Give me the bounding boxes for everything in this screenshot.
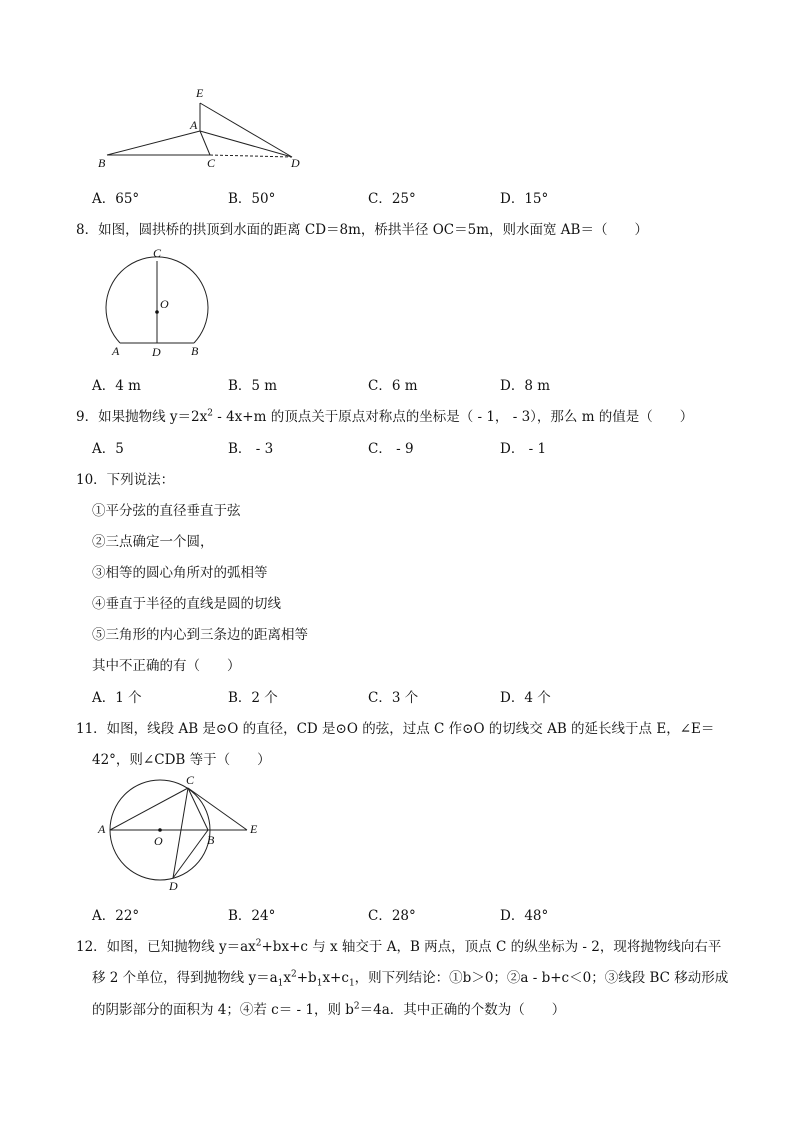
question-12-line-3: 的阴影部分的面积为 4；④若 c＝ - 1，则 $b^2=4a$．其中正确的个数为（ ）	[92, 1001, 566, 1018]
option-a[interactable]: A．22°	[92, 908, 140, 924]
question-11-line-2: 42°，则∠CDB 等于（ ）	[92, 752, 271, 768]
question-10-stem: 10．下列说法：	[76, 472, 175, 488]
option-b[interactable]: B． - 3	[228, 441, 274, 457]
point-label-a: A	[112, 344, 120, 358]
point-label-d: D	[152, 345, 161, 359]
question-12-line-1: 12．如图，已知抛物线 $y=ax^2+bx+c$ 与 x 轴交于 A，B 两点，顶点 C 的纵坐标为 - 2，现将抛物线向右平	[76, 938, 722, 955]
option-d[interactable]: D． - 1	[500, 441, 547, 457]
point-label-a: A	[190, 118, 198, 132]
point-label-a: A	[98, 822, 106, 836]
point-label-c: C	[153, 246, 162, 260]
point-label-d: D	[291, 156, 300, 170]
option-d[interactable]: D．15°	[500, 191, 549, 207]
option-a[interactable]: A．1 个	[92, 690, 142, 706]
option-b[interactable]: B．2 个	[228, 690, 278, 706]
point-label-c: C	[207, 156, 216, 170]
option-b[interactable]: B．5 m	[228, 378, 278, 394]
statement-3: ③相等的圆心角所对的弧相等	[92, 565, 268, 581]
option-d[interactable]: D．8 m	[500, 378, 551, 394]
option-c[interactable]: C． - 9	[368, 441, 414, 457]
option-a[interactable]: A．65°	[92, 191, 140, 207]
point-label-e: E	[250, 822, 258, 836]
point-label-c: C	[186, 773, 195, 787]
point-label-o: O	[154, 834, 163, 848]
statement-4: ④垂直于半径的直线是圆的切线	[92, 596, 281, 612]
option-a[interactable]: A．4 m	[92, 378, 141, 394]
point-label-d: D	[169, 879, 178, 893]
point-label-b: B	[207, 833, 215, 847]
option-c[interactable]: C．6 m	[368, 378, 418, 394]
point-label-e: E	[196, 86, 204, 100]
option-c[interactable]: C．3 个	[368, 690, 419, 706]
question-8-stem: 8．如图，圆拱桥的拱顶到水面的距离 CD＝8m，桥拱半径 OC＝5m，则水面宽 AB＝（ ）	[76, 222, 648, 238]
option-c[interactable]: C．28°	[368, 908, 416, 924]
option-d[interactable]: D．4 个	[500, 690, 551, 706]
point-label-b: B	[98, 156, 106, 170]
option-a[interactable]: A．5	[92, 441, 124, 457]
statement-5: ⑤三角形的内心到三条边的距离相等	[92, 627, 308, 643]
question-9-stem: 9．如果抛物线 $y=2x^2 - 4x+m$ 的顶点关于原点对称点的坐标是（ - 1， - 3），那么 m 的值是（ ）	[76, 408, 694, 425]
point-label-o: O	[160, 297, 169, 311]
question-10-ask: 其中不正确的有（ ）	[92, 658, 241, 674]
option-b[interactable]: B．24°	[228, 908, 276, 924]
statement-1: ①平分弦的直径垂直于弦	[92, 503, 241, 519]
option-b[interactable]: B．50°	[228, 191, 276, 207]
point-label-b: B	[191, 344, 199, 358]
statement-2: ②三点确定一个圆，	[92, 534, 214, 550]
option-c[interactable]: C．25°	[368, 191, 416, 207]
question-12-line-2: 移 2 个单位，得到抛物线 $y=a_1x^2+b_1x+c_1$，则下列结论：①b＞0；②a - b+c＜0；③线段 BC 移动形成	[92, 969, 729, 989]
option-d[interactable]: D．48°	[500, 908, 549, 924]
question-11-line-1: 11．如图，线段 AB 是⊙O 的直径，CD 是⊙O 的弦，过点 C 作⊙O 的切线交 AB 的延长线于点 E，∠E＝	[76, 721, 715, 737]
